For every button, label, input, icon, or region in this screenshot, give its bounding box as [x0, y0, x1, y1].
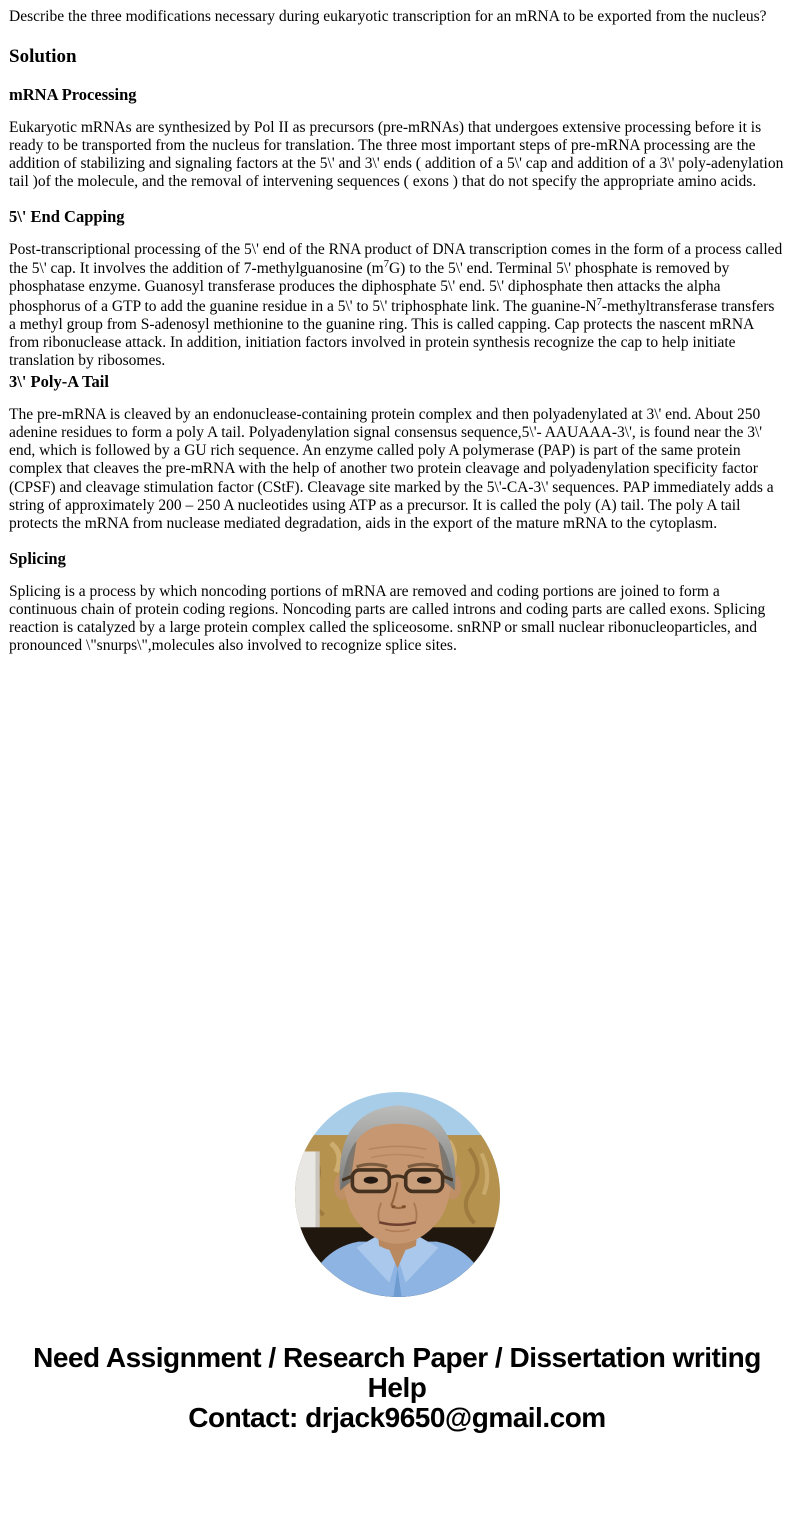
section-heading-mrna-processing: mRNA Processing: [9, 84, 137, 104]
capping-text-segment-2: G) to the 5\' end. Terminal 5\' phosphate is removed by phosphatase enzyme. Guanosyl transferase produces the diphosphate 5\' end. 5\' diphosphate then attacks the alpha phosphorus of a GTP to add the guanine residue in a 5\' to 5\' triphosphate link. The guanine-N: [9, 260, 730, 315]
blank-space: [0, 655, 794, 1092]
superscript-7-m7g: 7: [383, 259, 389, 271]
capping-text-segment-3: -methyltransferase transfers a methyl group from S-adenosyl methionine to the guanine ring. This is called capping. Cap protects the nascent mRNA from ribonuclease attack. In addition, initiation factors involved in protein synthesis recognize the cap to help initiate translation by ribosomes.: [9, 297, 775, 370]
instructor-photo-image: [295, 1092, 500, 1297]
footer-help-text: Need Assignment / Research Paper / Dissertation writing Help: [33, 1342, 761, 1404]
instructor-avatar: [295, 1092, 500, 1297]
question-text: Describe the three modifications necessary during eukaryotic transcription for an mRNA to be exported from the nucleus?: [9, 8, 767, 25]
paragraph-5-end-capping: [9, 241, 785, 370]
solution-heading: Solution: [9, 46, 77, 68]
paragraph-poly-a-tail: The pre-mRNA is cleaved by an endonuclease-containing protein complex and then polyadenylated at 3\' end. About 250 adenine residues to form a poly A tail. Polyadenylation signal consensus sequence,5\'- AAUAAA-3\', is found near the 3\' end, which is followed by a GU rich sequence. An enzyme called poly A polymerase (PAP) is part of the same protein complex that cleaves the pre-mRNA with the help of another two protein cleavage and polyadenylation specificity factor (CPSF) and cleavage stimulation factor (CStF). Cleavage site marked by the 5\'-CA-3\' sequences. PAP immediately adds a string of approximately 200 – 250 A nucleotides using ATP as a precursor. It is called the poly (A) tail. The poly A tail protects the mRNA from nuclease mediated degradation, aids in the export of the mature mRNA to the cytoplasm.: [9, 406, 774, 532]
footer-banner: [25, 1343, 770, 1463]
capping-text-segment-1: Post-transcriptional processing of the 5\' end of the RNA product of DNA transcription comes in the form of a process called the 5\' cap. It involves the addition of 7-methylguanosine (m: [9, 241, 783, 278]
paragraph-splicing: Splicing is a process by which noncoding portions of mRNA are removed and coding portions are joined to form a continuous chain of protein coding regions. Noncoding parts are called introns and coding parts are called exons. Splicing reaction is catalyzed by a large protein complex called the spliceosome. snRNP or small nuclear ribonucleoparticles, and pronounced \"snurps\",molecules also involved to recognize splice sites.: [9, 582, 766, 655]
superscript-7-n7: 7: [596, 296, 602, 308]
footer-contact-email: Contact: drjack9650@gmail.com: [188, 1402, 606, 1434]
document-body: [0, 0, 794, 655]
section-heading-3-poly-a-tail: 3\' Poly-A Tail: [9, 372, 109, 392]
section-heading-5-end-capping: 5\' End Capping: [9, 207, 125, 227]
section-heading-splicing: Splicing: [9, 548, 66, 568]
paragraph-mrna-processing: Eukaryotic mRNAs are synthesized by Pol II as precursors (pre-mRNAs) that undergoes extensive processing before it is ready to be transported from the nucleus for translation. The three most important steps of pre-mRNA processing are the addition of stabilizing and signaling factors at the 5\' and 3\' ends ( addition of a 5\' cap and addition of a 3\' poly-adenylation tail )of the molecule, and the removal of intervening sequences ( exons ) that do not specify the appropriate amino acids.: [9, 118, 784, 191]
